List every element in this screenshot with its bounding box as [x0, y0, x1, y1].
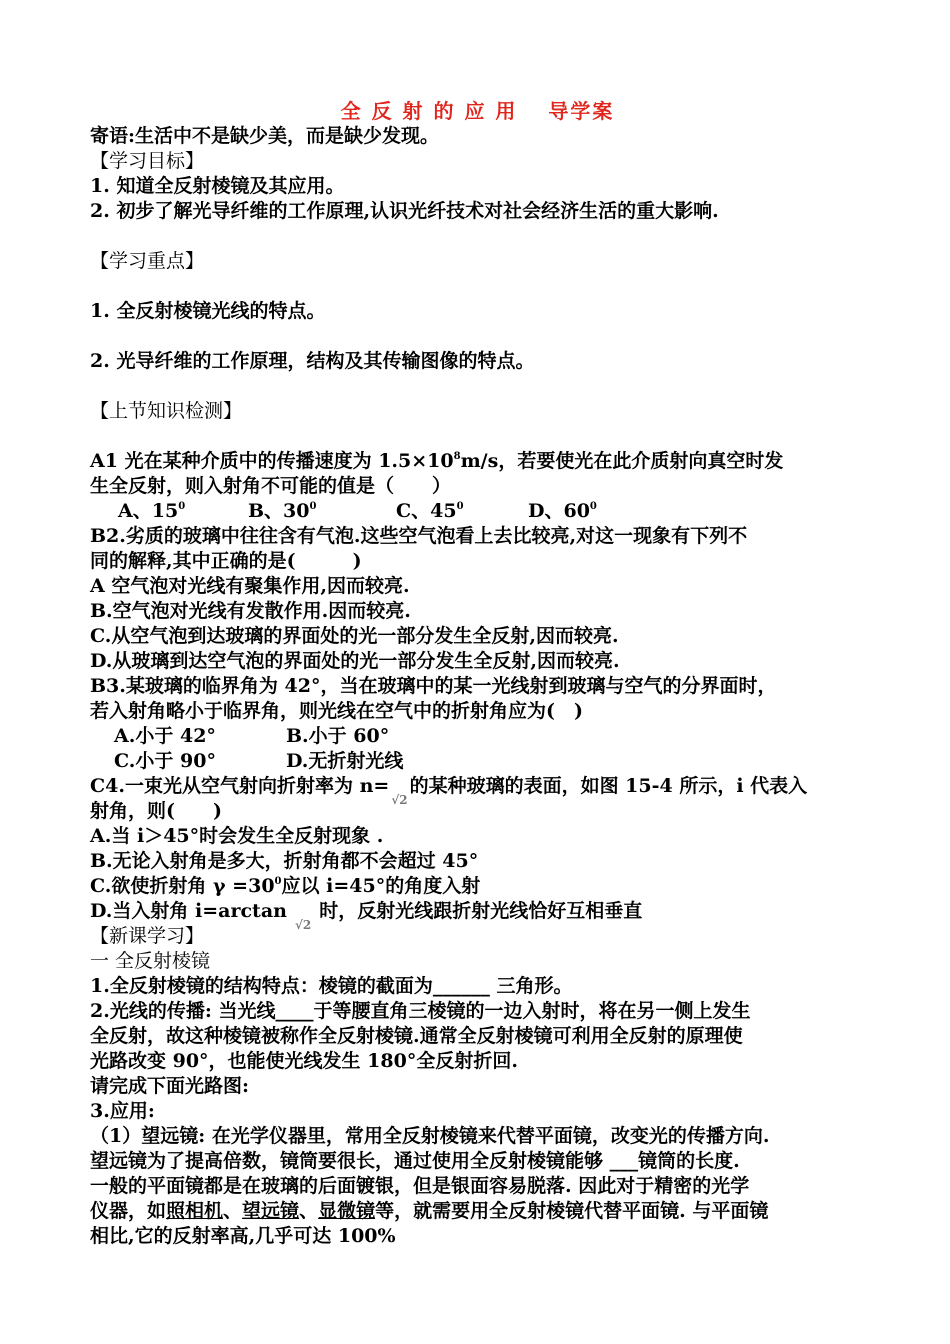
paragraph: 一般的平面镜都是在玻璃的后面镀银，但是银面容易脱落. 因此对于精密的光学 [90, 1175, 750, 1197]
link-camera: 照相机 [166, 1200, 224, 1222]
question-a1-options [90, 499, 865, 524]
focus-item: 1. 全反射棱镜光线的特点。 [90, 300, 326, 322]
option-c: C.小于 90° [114, 750, 216, 772]
check-heading: 【上节知识检测】 [90, 400, 243, 422]
option-line: C.从空气泡到达玻璃的界面处的光一部分发生全反射,因而较亮. [90, 625, 619, 647]
paragraph: 仪器，如照相机、望远镜、显微镜等，就需要用全反射棱镜代替平面镜. 与平面镜 [90, 1200, 769, 1222]
option-line: B.无论入射角是多大，折射角都不会超过 45° [90, 850, 479, 872]
document-page [90, 98, 865, 1249]
paragraph: 请完成下面光路图: [90, 1075, 250, 1097]
option-line: D.当入射角 i=arctan√2时，反射光线跟折射光线恰好互相垂直 [90, 899, 865, 924]
question-b3-options [90, 749, 865, 774]
question-b2-line: B2.劣质的玻璃中往往含有气泡.这些空气泡看上去比较亮,对这一现象有下列不 [90, 525, 748, 547]
new-heading: 【新课学习】 [90, 925, 205, 947]
option-line: D.从玻璃到达空气泡的界面处的光一部分发生全反射,因而较亮. [90, 650, 620, 672]
option-d: D.无折射光线 [286, 750, 404, 772]
paragraph: 光路改变 90°，也能使光线发生 180°全反射折回. [90, 1050, 518, 1072]
paragraph: 1.全反射棱镜的结构特点：棱镜的截面为______ 三角形。 [90, 975, 573, 997]
paragraph: 2.光线的传播: 当光线____于等腰直角三棱镜的一边入射时，将在另一侧上发生 [90, 1000, 751, 1022]
option-c: C、$45^0$ [396, 500, 464, 522]
option-a: A、$15^0$ [118, 500, 186, 522]
option-line: A.当 i＞45°时会发生全反射现象 . [90, 825, 384, 847]
option-b: B.小于 60° [286, 725, 390, 747]
link-telescope: 望远镜 [242, 1200, 300, 1222]
question-a1-line: 生全反射，则入射角不可能的值是（ ） [90, 475, 452, 497]
goal-item: 2. 初步了解光导纤维的工作原理,认识光纤技术对社会经济生活的重大影响. [90, 200, 719, 222]
page-title: 全 反 射 的 应 用 导学案 [340, 99, 615, 123]
focus-item: 2. 光导纤维的工作原理，结构及其传输图像的特点。 [90, 350, 535, 372]
question-b3-line: B3.某玻璃的临界角为 42°，当在玻璃中的某一光线射到玻璃与空气的分界面时， [90, 675, 777, 697]
paragraph: 3.应用: [90, 1100, 155, 1122]
sqrt-formula: √2 [294, 918, 312, 932]
option-line: A 空气泡对光线有聚集作用,因而较亮. [90, 575, 410, 597]
paragraph: （1）望远镜: 在光学仪器里，常用全反射棱镜来代替平面镜，改变光的传播方向. [90, 1125, 770, 1147]
focus-heading: 【学习重点】 [90, 250, 205, 272]
question-b3-line: 若入射角略小于临界角，则光线在空气中的折射角应为( ) [90, 700, 583, 722]
link-microscope: 显微镜 [318, 1200, 376, 1222]
paragraph: 望远镜为了提高倍数，镜筒要很长，通过使用全反射棱镜能够 ___镜筒的长度. [90, 1150, 740, 1172]
goals-heading: 【学习目标】 [90, 150, 205, 172]
question-b2-line: 同的解释,其中正确的是( ) [90, 550, 362, 572]
sqrt-formula: √2 [391, 793, 408, 807]
section-heading: 一 全反射棱镜 [90, 950, 211, 972]
motto: 寄语:生活中不是缺少美，而是缺少发现。 [90, 125, 440, 147]
question-c4-line: 射角，则( ) [90, 800, 222, 822]
question-a1-line: A1 光在某种介质中的传播速度为 $1.5\times 10^8m/s$，若要使光在此介质射向真空时发 [90, 450, 784, 472]
option-a: A.小于 42° [114, 725, 216, 747]
paragraph: 全反射，故这种棱镜被称作全反射棱镜.通常全反射棱镜可利用全反射的原理使 [90, 1025, 743, 1047]
option-line: C.欲使折射角 $\gamma =30^0$应以 i=45°的角度入射 [90, 875, 481, 897]
goal-item: 1. 知道全反射棱镜及其应用。 [90, 175, 345, 197]
option-b: B、$30^0$ [248, 500, 317, 522]
option-line: B.空气泡对光线有发散作用.因而较亮. [90, 600, 411, 622]
question-c4-line: C4.一束光从空气射向折射率为 n=√2的某种玻璃的表面，如图 15-4 所示，i 代表入 [90, 774, 865, 799]
question-b3-options [90, 724, 865, 749]
paragraph: 相比,它的反射率高,几乎可达 100% [90, 1225, 396, 1247]
option-d: D、$60^0$ [528, 500, 597, 522]
